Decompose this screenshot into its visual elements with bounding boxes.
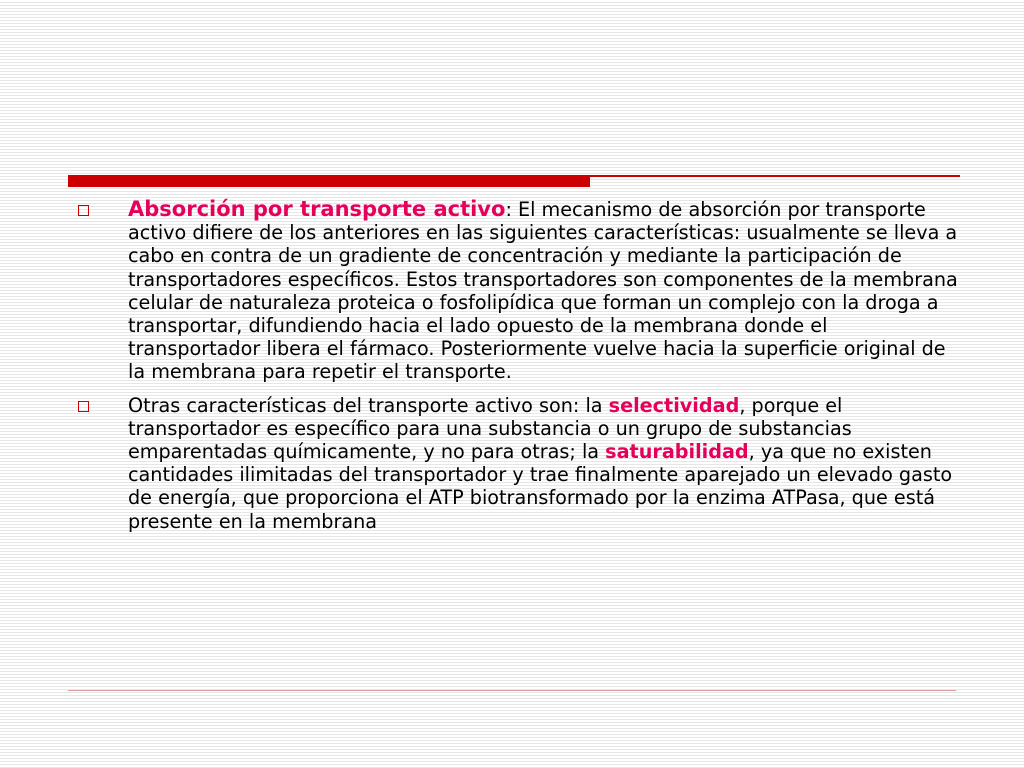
bullet-list: [68, 198, 958, 543]
hollow-square-bullet-icon: [78, 205, 89, 216]
top-accent-line: [590, 175, 960, 177]
bullet-text: [128, 198, 958, 384]
bullet-body-part: , porque el transportador es específico para una substancia o un grupo de substancias emparentadas químicamente, y no para otras; la: [128, 393, 852, 464]
bullet-body-part: , ya que no existen cantidades ilimitadas del transportador y trae finalmente aparejado un elevado gasto de energía, que proporciona el ATP biotransformado por la enzima ATPasa, que está presente en la membrana: [128, 440, 953, 533]
list-item: [68, 198, 958, 384]
bullet-heading: Absorción por transporte activo: [128, 197, 506, 221]
highlight-saturabilidad: saturabilidad: [605, 440, 749, 464]
bottom-divider: [68, 690, 956, 691]
bullet-text: [128, 394, 958, 533]
hollow-square-bullet-icon: [78, 401, 89, 412]
bullet-body-part: Otras características del transporte activo son: la: [128, 393, 609, 417]
top-accent-bar: [68, 175, 590, 187]
highlight-selectividad: selectividad: [608, 393, 740, 417]
bullet-body: : El mecanismo de absorción por transporte activo difiere de los anteriores en las siguientes características: usualmente se lleva a cabo en contra de un gradiente de concentración y mediante la participación de transportadores específicos. Estos transportadores son componentes de la membrana celular de naturaleza proteica o fosfolipídica que forman un complejo con la droga a transportar, difundiendo hacia el lado opuesto de la membrana donde el transportador libera el fármaco. Posteriormente vuelve hacia la superficie original de la membrana para repetir el transporte.: [128, 198, 958, 384]
list-item: [68, 394, 958, 533]
